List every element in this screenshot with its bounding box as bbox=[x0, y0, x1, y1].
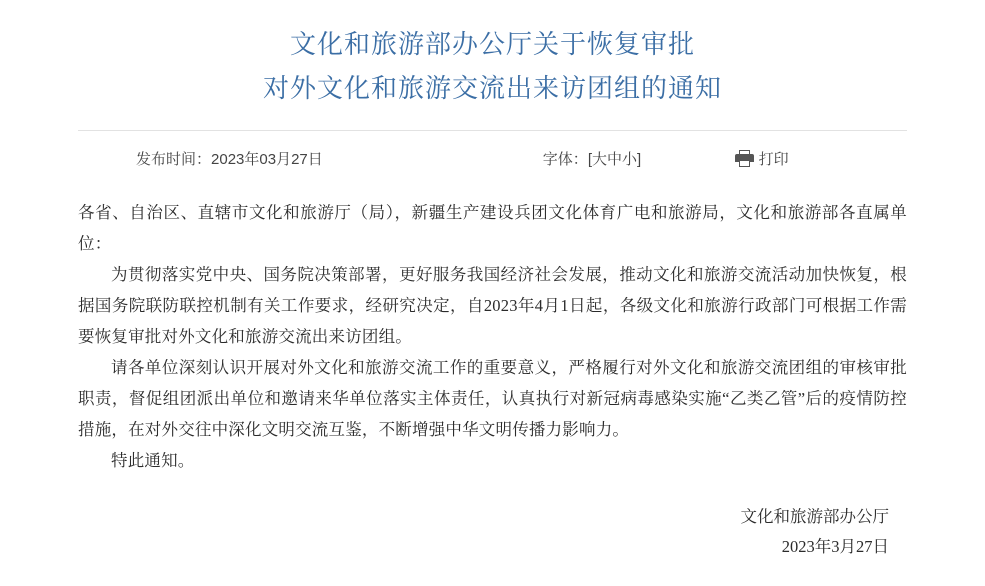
body-paragraph-3: 请各单位深刻认识开展对外文化和旅游交流工作的重要意义，严格履行对外文化和旅游交流团组的审核审批职责，督促组团派出单位和邀请来华单位落实主体责任，认真执行对新冠病毒感染实施“乙类乙管”后的疫情防控措施，在对外交往中深化文明交流互鉴，不断增强中华文明传播力影响力。 bbox=[78, 358, 907, 439]
body-paragraph-2: 为贯彻落实党中央、国务院决策部署，更好服务我国经济社会发展，推动文化和旅游交流活动加快恢复，根据国务院联防联控机制有关工作要求，经研究决定，自2023年4月1日起，各级文化和旅游行政部门可根据工作需要恢复审批对外文化和旅游交流出来访团组。 bbox=[78, 265, 907, 346]
page-title-line-2: 对外文化和旅游交流出来访团组的通知 bbox=[262, 73, 722, 103]
font-size-label: 字体： bbox=[542, 150, 588, 168]
signature-date: 2023年3月27日 bbox=[781, 537, 889, 556]
printer-icon bbox=[735, 150, 754, 167]
font-size-group bbox=[459, 148, 724, 169]
body-paragraph-1: 各省、自治区、直辖市文化和旅游厅（局），新疆生产建设兵团文化体育广电和旅游局，文化和旅游部各直属单位： bbox=[78, 203, 907, 253]
body-paragraph-4: 特此通知。 bbox=[111, 451, 195, 470]
page-title bbox=[78, 0, 907, 110]
signature-organization: 文化和旅游部办公厅 bbox=[740, 507, 889, 526]
publish-time-label: 发布时间： bbox=[136, 150, 212, 168]
font-size-options[interactable]: [大中小] bbox=[587, 150, 642, 168]
document-body bbox=[78, 185, 907, 476]
print-button-label: 打印 bbox=[758, 150, 789, 168]
publish-time-group bbox=[78, 148, 459, 169]
document-signature bbox=[78, 502, 907, 562]
document-meta-bar bbox=[78, 131, 907, 185]
page-title-line-1: 文化和旅游部办公厅关于恢复审批 bbox=[289, 29, 695, 59]
publish-time-value: 2023年03月27日 bbox=[211, 150, 323, 168]
print-button[interactable] bbox=[725, 148, 907, 169]
